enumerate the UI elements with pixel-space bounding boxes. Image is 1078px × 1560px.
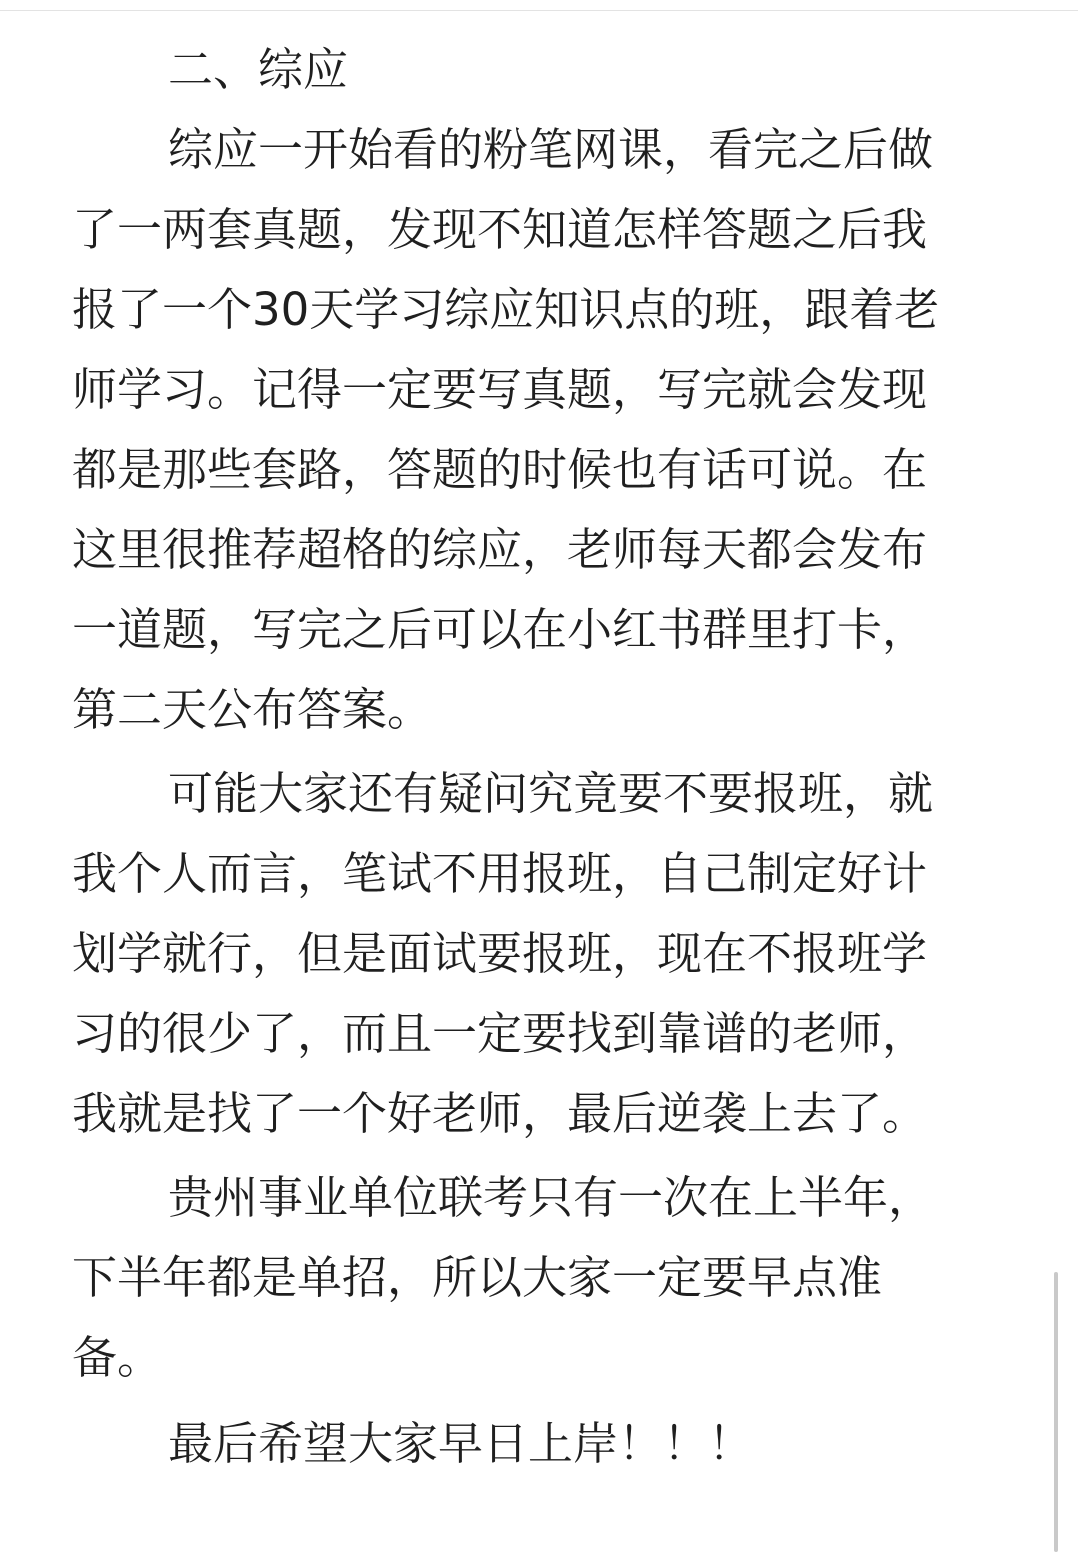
paragraph-2-line-5: 我就是找了一个好老师，最后逆袭上去了。 — [72, 1087, 928, 1140]
vertical-scrollbar[interactable] — [1054, 1272, 1058, 1552]
paragraph-3-line-1: 贵州事业单位联考只有一次在上半年， — [168, 1171, 934, 1224]
paragraph-1-line-7: 一道题，写完之后可以在小红书群里打卡， — [72, 603, 928, 656]
paragraph-2-line-1: 可能大家还有疑问究竟要不要报班，就 — [168, 767, 934, 820]
paragraph-1-line-2: 了一两套真题，发现不知道怎样答题之后我 — [72, 203, 928, 256]
top-divider — [0, 10, 1078, 11]
paragraph-2-line-2: 我个人而言，笔试不用报班，自己制定好计 — [72, 847, 928, 900]
paragraph-1-line-4: 师学习。记得一定要写真题，写完就会发现 — [72, 363, 928, 416]
paragraph-1-line-1: 综应一开始看的粉笔网课，看完之后做 — [168, 123, 934, 176]
section-heading: 二、综应 — [168, 43, 349, 96]
paragraph-2-line-4: 习的很少了，而且一定要找到靠谱的老师， — [72, 1007, 928, 1060]
paragraph-3-line-2: 下半年都是单招，所以大家一定要早点准 — [72, 1251, 883, 1304]
paragraph-1-line-8: 第二天公布答案。 — [72, 683, 433, 736]
paragraph-1-line-6: 这里很推荐超格的综应，老师每天都会发布 — [72, 523, 928, 576]
paragraph-3-line-3: 备。 — [72, 1331, 163, 1384]
paragraph-4-line-1: 最后希望大家早日上岸！！！ — [168, 1417, 754, 1470]
paragraph-1-line-5: 都是那些套路，答题的时候也有话可说。在 — [72, 443, 928, 496]
paragraph-1-line-3: 报了一个30天学习综应知识点的班，跟着老 — [72, 283, 940, 336]
paragraph-2-line-3: 划学就行，但是面试要报班，现在不报班学 — [72, 927, 928, 980]
